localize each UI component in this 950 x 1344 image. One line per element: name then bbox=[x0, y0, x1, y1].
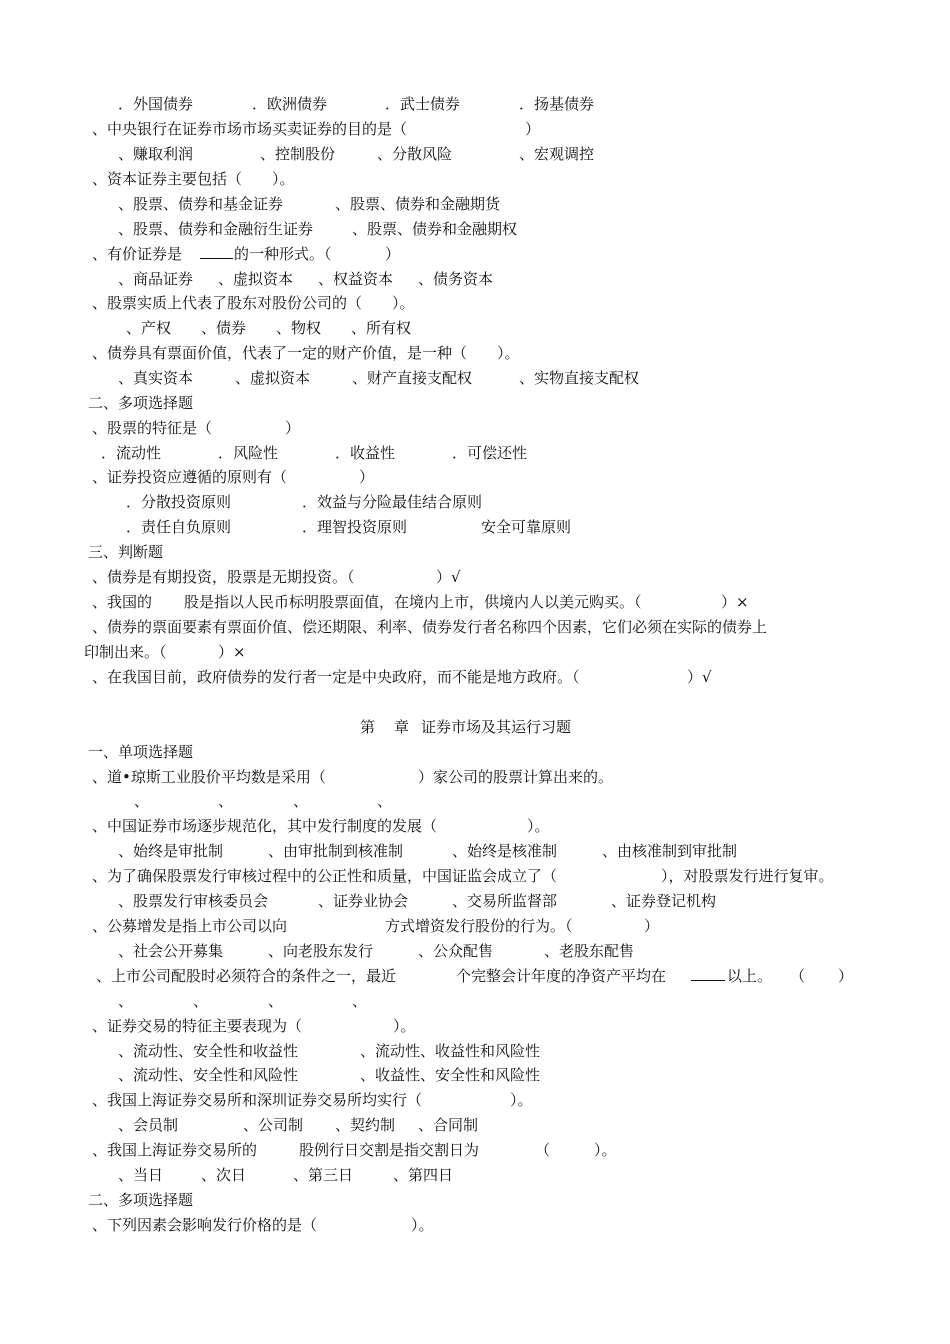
option-b: 、控制股份 bbox=[260, 145, 336, 163]
option-a: 、社会公开募集 bbox=[118, 942, 224, 960]
question-line bbox=[0, 866, 834, 886]
question-text: 、有价证券是 bbox=[92, 245, 183, 263]
section-heading bbox=[0, 542, 164, 562]
question-text: 、中国证券市场逐步规范化，其中发行制度的发展（ bbox=[92, 817, 438, 835]
question-text: 、证券交易的特征主要表现为（ bbox=[92, 1017, 303, 1035]
question-text: 、债券的票面要素有票面价值、偿还期限、利率、债券发行者名称四个因素，它们必须在实际的债券上 bbox=[92, 618, 768, 636]
question-line bbox=[0, 293, 415, 313]
option-c: 、财产直接支配权 bbox=[352, 369, 473, 387]
question-line bbox=[0, 592, 749, 612]
option-b: ．效益与分险最佳结合原则 bbox=[302, 493, 483, 511]
option-a: 、产权 bbox=[126, 319, 172, 337]
question-text-2: 方式增资发行股份的行为。（ bbox=[385, 917, 573, 935]
question-paren: ） bbox=[644, 917, 660, 935]
question-paren: ） bbox=[359, 468, 375, 486]
fill-blank bbox=[200, 244, 233, 264]
question-line bbox=[0, 667, 712, 687]
option-a: ．流动性 bbox=[101, 444, 162, 462]
option-d: 、宏观调控 bbox=[519, 145, 595, 163]
option-c: ．收益性 bbox=[335, 444, 396, 462]
option-d: 、所有权 bbox=[351, 319, 412, 337]
question-text: 、资本证券主要包括（ ）。 bbox=[92, 170, 295, 188]
option-line bbox=[0, 144, 595, 164]
question-text-2: ）家公司的股票计算出来的。 bbox=[418, 768, 614, 786]
question-line bbox=[0, 567, 461, 587]
question-paren: ）。 bbox=[510, 1091, 533, 1109]
option-c: 、分散风险 bbox=[377, 145, 453, 163]
fill-blank bbox=[691, 966, 725, 986]
option-b: 、股票、债券和金融期权 bbox=[352, 220, 518, 238]
option-a: 、流动性、安全性和收益性 bbox=[118, 1042, 299, 1060]
question-text: 、为了确保股票发行审核过程中的公正性和质量，中国证监会成立了（ bbox=[92, 867, 558, 885]
option-a: 、当日 bbox=[118, 1166, 164, 1184]
section-heading bbox=[0, 1190, 194, 1210]
option-a: 、 bbox=[134, 792, 150, 810]
option-line bbox=[0, 1041, 541, 1061]
option-line bbox=[0, 368, 640, 388]
question-paren: ） bbox=[285, 419, 301, 437]
chapter-prefix: 第 bbox=[360, 718, 376, 736]
option-d: 、实物直接支配权 bbox=[519, 369, 640, 387]
option-line bbox=[0, 194, 501, 214]
question-text: 、债券具有票面价值，代表了一定的财产价值，是一种（ ）。 bbox=[92, 344, 520, 362]
question-text: 、我国的 bbox=[92, 593, 153, 611]
option-line bbox=[0, 991, 368, 1011]
question-paren: ）。 bbox=[411, 1216, 434, 1234]
option-c: 、交易所监督部 bbox=[452, 892, 558, 910]
option-b: 、虚拟资本 bbox=[218, 270, 294, 288]
question-line bbox=[0, 1215, 434, 1235]
option-b: 、公司制 bbox=[243, 1116, 304, 1134]
option-a: 、股票、债券和金融衍生证券 bbox=[118, 220, 314, 238]
option-line bbox=[0, 891, 717, 911]
option-line bbox=[0, 1165, 454, 1185]
question-line bbox=[0, 1140, 617, 1160]
question-line bbox=[0, 343, 520, 363]
option-b: ．理智投资原则 bbox=[302, 518, 408, 536]
question-text-2: 的一种形式。（ bbox=[234, 245, 332, 263]
question-line bbox=[0, 642, 246, 662]
option-line bbox=[0, 1065, 541, 1085]
section-heading-text: 二、多项选择题 bbox=[88, 1191, 194, 1209]
option-c: 、第三日 bbox=[293, 1166, 354, 1184]
option-line bbox=[0, 443, 528, 463]
option-d: 、证券登记机构 bbox=[611, 892, 717, 910]
question-text-2: 个完整会计年度的净资产平均在 bbox=[456, 967, 667, 985]
question-text: 、股票的特征是（ bbox=[92, 419, 213, 437]
option-b: 、由审批制到核准制 bbox=[268, 842, 404, 860]
option-d: 、合同制 bbox=[418, 1116, 479, 1134]
option-line bbox=[0, 517, 572, 537]
option-b: ．风险性 bbox=[218, 444, 279, 462]
question-paren: ）。 bbox=[393, 1017, 416, 1035]
question-paren-close: ）。 bbox=[594, 1141, 617, 1159]
question-text: 、道•琼斯工业股价平均数是采用（ bbox=[92, 768, 326, 786]
option-d: 、 bbox=[377, 792, 393, 810]
question-text: 、下列因素会影响发行价格的是（ bbox=[92, 1216, 318, 1234]
option-d: 、债务资本 bbox=[418, 270, 494, 288]
chapter-name: 证券市场及其运行习题 bbox=[421, 718, 572, 736]
option-b: 、股票、债券和金融期货 bbox=[335, 195, 501, 213]
option-a: ．责任自负原则 bbox=[126, 518, 232, 536]
option-line bbox=[0, 94, 595, 114]
option-a: ．分散投资原则 bbox=[126, 493, 232, 511]
question-line bbox=[0, 1090, 533, 1110]
section-heading bbox=[0, 393, 194, 413]
option-d: 、由核准制到审批制 bbox=[602, 842, 738, 860]
question-text: 、债券是有期投资，股票是无期投资。（ bbox=[92, 568, 355, 586]
option-a: 、 bbox=[118, 992, 134, 1010]
question-text-2: 股是指以人民币标明股票面值，在境内上市，供境内人以美元购买。（ bbox=[184, 593, 642, 611]
question-paren-open: （ bbox=[790, 967, 806, 985]
option-line bbox=[0, 791, 393, 811]
question-line bbox=[0, 617, 768, 637]
chapter-suffix: 章 bbox=[394, 718, 410, 736]
question-text: 、证券投资应遵循的原则有（ bbox=[92, 468, 288, 486]
option-a: 、流动性、安全性和风险性 bbox=[118, 1066, 299, 1084]
section-heading bbox=[0, 742, 194, 762]
option-b: 、 bbox=[218, 792, 234, 810]
option-d: ．扬基债券 bbox=[519, 95, 595, 113]
question-text: 、我国上海证券交易所的 bbox=[92, 1141, 258, 1159]
option-c: 安全可靠原则 bbox=[481, 518, 572, 536]
option-d: 、老股东配售 bbox=[544, 942, 635, 960]
option-b: 、 bbox=[193, 992, 209, 1010]
option-a: ．外国债券 bbox=[118, 95, 194, 113]
answer-mark: ）√ bbox=[687, 668, 712, 686]
answer-mark: ）× bbox=[721, 593, 749, 611]
question-text-2: ），对股票发行进行复审。 bbox=[661, 867, 834, 885]
question-paren-open: （ bbox=[535, 1141, 551, 1159]
question-text: 、股票实质上代表了股东对股份公司的（ ）。 bbox=[92, 294, 415, 312]
option-a: 、会员制 bbox=[118, 1116, 179, 1134]
question-line bbox=[0, 169, 295, 189]
option-b: 、流动性、收益性和风险性 bbox=[360, 1042, 541, 1060]
section-heading-text: 二、多项选择题 bbox=[88, 394, 194, 412]
question-text: 、公募增发是指上市公司以向 bbox=[92, 917, 288, 935]
option-c: 、物权 bbox=[276, 319, 322, 337]
section-heading-text: 一、单项选择题 bbox=[88, 743, 194, 761]
option-d: ．可偿还性 bbox=[452, 444, 528, 462]
question-line bbox=[0, 467, 375, 487]
question-text: 印制出来。（ bbox=[84, 643, 167, 661]
option-b: 、收益性、安全性和风险性 bbox=[360, 1066, 541, 1084]
question-line bbox=[0, 119, 541, 139]
question-paren: ） bbox=[385, 245, 401, 263]
question-text: 、上市公司配股时必须符合的条件之一，最近 bbox=[96, 967, 397, 985]
option-a: 、商品证券 bbox=[118, 270, 194, 288]
option-c: 、 bbox=[268, 992, 284, 1010]
question-paren-close: ） bbox=[838, 967, 854, 985]
option-c: 、始终是核准制 bbox=[452, 842, 558, 860]
option-c: 、 bbox=[293, 792, 309, 810]
answer-mark: ）× bbox=[218, 643, 246, 661]
option-line bbox=[0, 941, 635, 961]
question-line bbox=[0, 966, 854, 986]
option-line bbox=[0, 492, 483, 512]
answer-mark: ）√ bbox=[436, 568, 461, 586]
question-text: 、在我国目前，政府债券的发行者一定是中央政府，而不能是地方政府。（ bbox=[92, 668, 580, 686]
question-line bbox=[0, 916, 660, 936]
question-text-2: 股例行日交割是指交割日为 bbox=[299, 1141, 480, 1159]
option-b: 、向老股东发行 bbox=[268, 942, 374, 960]
option-line bbox=[0, 269, 494, 289]
question-line bbox=[0, 1016, 416, 1036]
question-paren: ） bbox=[525, 120, 541, 138]
option-line bbox=[0, 1115, 479, 1135]
option-a: 、真实资本 bbox=[118, 369, 194, 387]
option-c: ．武士债券 bbox=[385, 95, 461, 113]
option-a: 、股票发行审核委员会 bbox=[118, 892, 269, 910]
option-a: 、股票、债券和基金证券 bbox=[118, 195, 284, 213]
question-line bbox=[0, 244, 401, 264]
option-a: 、始终是审批制 bbox=[118, 842, 224, 860]
question-line bbox=[0, 767, 614, 787]
option-d: 、第四日 bbox=[393, 1166, 454, 1184]
question-text: 、我国上海证券交易所和深圳证券交易所均实行（ bbox=[92, 1091, 423, 1109]
option-b: 、债券 bbox=[201, 319, 247, 337]
option-b: 、次日 bbox=[201, 1166, 247, 1184]
option-b: 、证券业协会 bbox=[318, 892, 409, 910]
option-d: 、 bbox=[352, 992, 368, 1010]
option-c: 、公众配售 bbox=[418, 942, 494, 960]
section-heading-text: 三、判断题 bbox=[88, 543, 164, 561]
option-c: 、契约制 bbox=[335, 1116, 396, 1134]
question-text-3: 以上。 bbox=[727, 967, 773, 985]
question-text: 、中央银行在证券市场市场买卖证券的目的是（ bbox=[92, 120, 408, 138]
option-a: 、赚取利润 bbox=[118, 145, 194, 163]
question-line bbox=[0, 418, 301, 438]
option-line bbox=[0, 841, 738, 861]
option-b: ．欧洲债券 bbox=[252, 95, 328, 113]
option-b: 、虚拟资本 bbox=[235, 369, 311, 387]
option-line bbox=[0, 219, 518, 239]
question-line bbox=[0, 816, 550, 836]
option-c: 、权益资本 bbox=[318, 270, 394, 288]
option-line bbox=[0, 318, 412, 338]
chapter-title bbox=[0, 717, 572, 737]
question-paren: ）。 bbox=[527, 817, 550, 835]
